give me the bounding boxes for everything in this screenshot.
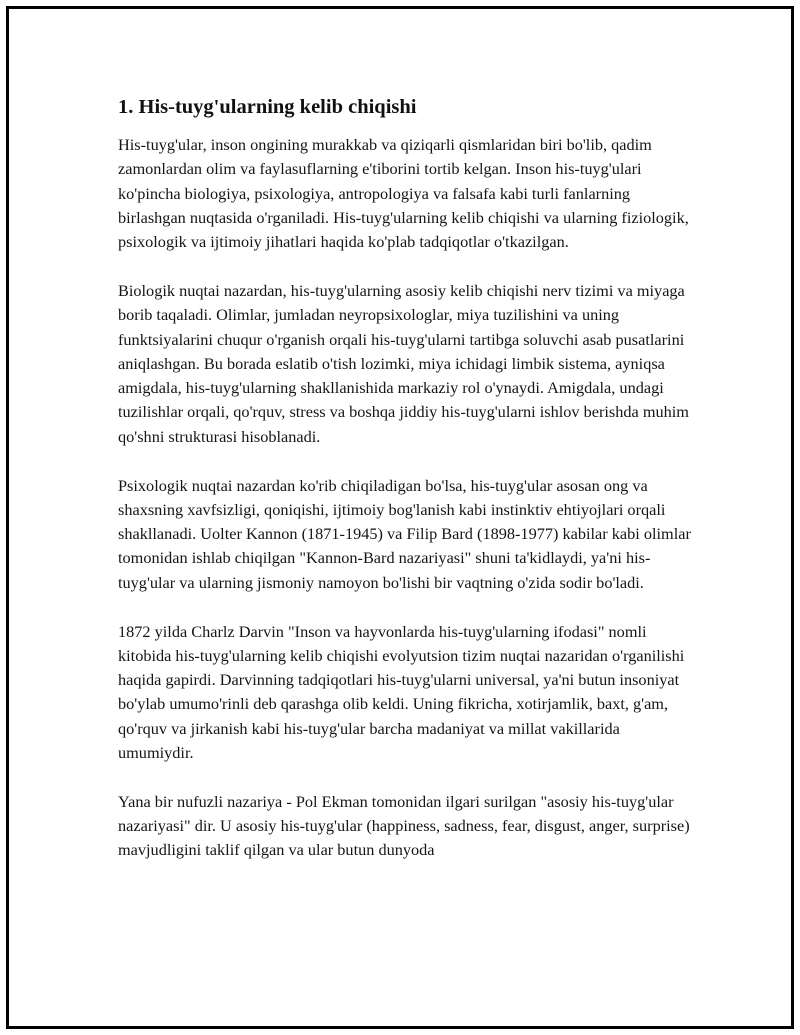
paragraph: Biologik nuqtai nazardan, his-tuyg'ularning asosiy kelib chiqishi nerv tizimi va miyaga borib taqaladi. Olimlar, jumladan neyropsixologlar, miya tuzilishini va uning funktsiyalarini chuqur o'rganish orqali his-tuyg'ularni tartibga soluvchi asab pusatlarini aniqlashgan. Bu borada eslatib o'tish lozimki, miya ichidagi limbik sistema, ayniqsa amigdala, his-tuyg'ularning shakllanishida markaziy rol o'ynaydi. Amigdala, undagi tuzilishlar orqali, qo'rquv, stress va boshqa jiddiy his-tuyg'ularni ishlov berishda muhim qo'shni strukturasi hisoblanadi. [118, 280, 689, 446]
document-body [118, 94, 698, 887]
section-heading: 1. His-tuyg'ularning kelib chiqishi [118, 96, 417, 118]
paragraph: Yana bir nufuzli nazariya - Pol Ekman tomonidan ilgari surilgan "asosiy his-tuyg'ular nazariyasi" dir. U asosiy his-tuyg'ular (happiness, sadness, fear, disgust, anger, surprise) mavjudligini taklif qilgan va ular butun dunyoda [118, 791, 690, 860]
paragraph: Psixologik nuqtai nazardan ko'rib chiqiladigan bo'lsa, his-tuyg'ular asosan ong va shaxsning xavfsizligi, qoniqishi, ijtimoiy bog'lanish kabi instinktiv ehtiyojlari orqali shakllanadi. Uolter Kannon (1871-1945) va Filip Bard (1898-1977) kabilar kabi olimlar tomonidan ishlab chiqilgan "Kannon-Bard nazariyasi" shuni ta'kidlaydi, ya'ni his-tuyg'ular va ularning jismoniy namoyon bo'lishi bir vaqtning o'zida sodir bo'ladi. [118, 475, 691, 592]
paragraph: His-tuyg'ular, inson ongining murakkab va qiziqarli qismlaridan biri bo'lib, qadim zamonlardan olim va faylasuflarning e'tiborini tortib kelgan. Inson his-tuyg'ulari ko'pincha biologiya, psixologiya, antropologiya va falsafa kabi turli fanlarning birlashgan nuqtasida o'rganiladi. His-tuyg'ularning kelib chiqishi va ularning fiziologik, psixologik va ijtimoiy jihatlari haqida ko'plab tadqiqotlar o'tkazilgan. [118, 135, 689, 252]
paragraph: 1872 yilda Charlz Darvin "Inson va hayvonlarda his-tuyg'ularning ifodasi" nomli kitobida his-tuyg'ularning kelib chiqishi evolyutsion tizim nuqtai nazaridan o'rganilishi haqida gapirdi. Darvinning tadqiqotlari his-tuyg'ularni universal, ya'ni butun insoniyat bo'ylab umumo'rinli deb qarashga olib keldi. Uning fikricha, xotirjamlik, baxt, g'am, qo'rquv va jirkanish kabi his-tuyg'ular barcha madaniyat va millat vakillarida umumiydir. [118, 621, 685, 763]
